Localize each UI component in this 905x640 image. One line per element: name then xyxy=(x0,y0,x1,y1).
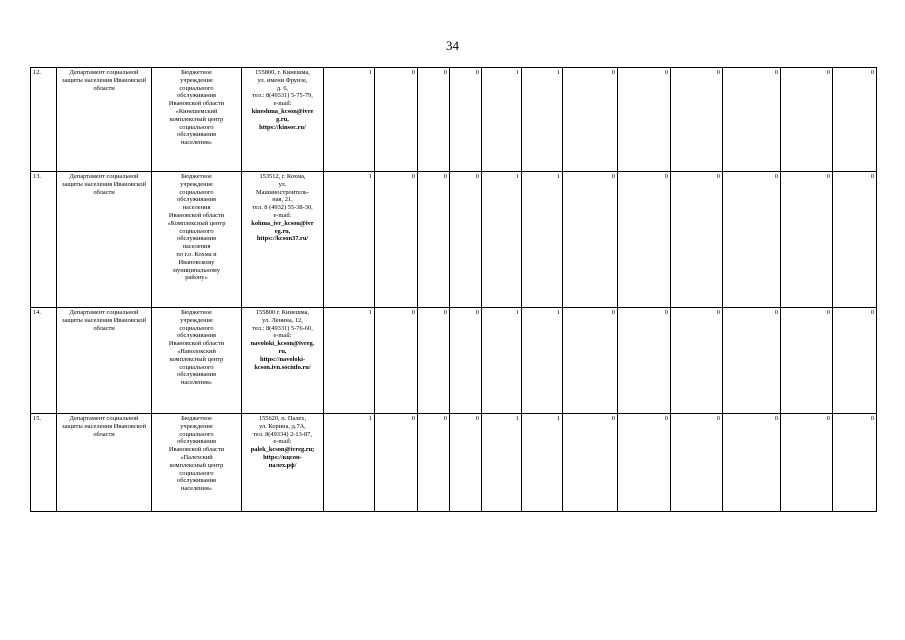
institution-line: обслуживания xyxy=(177,477,216,485)
value-cell: 0 xyxy=(781,308,833,414)
department-cell: Департамент социальной защиты населения Ивановской области xyxy=(57,308,152,414)
contact-link-line: https://kinsoc.ru/ xyxy=(259,123,306,131)
value-cell: 0 xyxy=(563,308,618,414)
institution-line: обслуживания xyxy=(177,235,216,243)
contact-line: ул. имени Фрунзе, xyxy=(257,76,308,84)
value-cell: 0 xyxy=(781,68,833,172)
institution-line: комплексный центр xyxy=(169,115,224,123)
value-cell: 0 xyxy=(618,68,671,172)
table-row xyxy=(31,68,877,172)
contact-line: e-mail: xyxy=(273,438,292,446)
institution-line: социального xyxy=(179,324,214,332)
institution-line: обслуживания xyxy=(177,438,216,446)
institution-line: населения» xyxy=(180,379,212,387)
contact-link-line: navoloki_kcson@ivreg. xyxy=(250,340,315,348)
institution-line: населения xyxy=(182,204,211,212)
contact-link-line: https://kcson37.ru/ xyxy=(256,235,309,243)
institutions-table xyxy=(30,67,877,512)
contact-line: ная, 21, xyxy=(272,196,293,204)
institution-line: обслуживания xyxy=(177,196,216,204)
institution-line: социального xyxy=(179,469,214,477)
row-number-cell: 15. xyxy=(31,414,57,512)
value-cell: 0 xyxy=(375,414,418,512)
value-cell: 0 xyxy=(563,172,618,308)
value-cell: 1 xyxy=(482,172,522,308)
institution-line: комплексный центр xyxy=(169,355,224,363)
institution-line: комплексный центр xyxy=(169,461,224,469)
institution-line: Бюджетное xyxy=(181,69,212,76)
value-cell: 1 xyxy=(324,68,375,172)
value-cell: 1 xyxy=(324,172,375,308)
institution-line: населения» xyxy=(180,485,212,493)
institution-line: населения xyxy=(182,243,211,251)
value-cell: 0 xyxy=(450,172,482,308)
contact-line: тел.: 8(49331) 5-76-60, xyxy=(252,324,313,332)
value-cell: 0 xyxy=(671,414,723,512)
contacts-cell xyxy=(242,172,324,308)
department-cell: Департамент социальной защиты населения Ивановской области xyxy=(57,414,152,512)
value-cell: 0 xyxy=(418,68,450,172)
institution-line: социального xyxy=(179,430,214,438)
value-cell: 1 xyxy=(482,68,522,172)
contact-line: 155800 г. Кинешма, xyxy=(255,309,310,316)
row-number-cell: 13. xyxy=(31,172,57,308)
institution-cell xyxy=(152,172,242,308)
value-cell: 0 xyxy=(450,68,482,172)
department-cell: Департамент социальной защиты населения Ивановской области xyxy=(57,172,152,308)
value-cell: 0 xyxy=(723,172,781,308)
contacts-cell xyxy=(242,308,324,414)
table-row xyxy=(31,172,877,308)
institution-line: по г.о. Кохма и xyxy=(176,250,217,258)
institution-line: «Кинешемский xyxy=(175,107,218,115)
value-cell: 0 xyxy=(563,414,618,512)
institution-line: учреждение xyxy=(180,316,213,324)
contact-line: д. 6, xyxy=(276,84,289,92)
institution-line: Бюджетное xyxy=(181,309,212,316)
contact-line: тел. 8 (4932) 55-38-30, xyxy=(252,204,313,212)
table-row xyxy=(31,308,877,414)
value-cell: 1 xyxy=(482,414,522,512)
institution-line: Ивановскому xyxy=(178,258,215,266)
contact-line: e-mail: xyxy=(273,211,292,219)
row-number-cell: 14. xyxy=(31,308,57,414)
value-cell: 0 xyxy=(618,172,671,308)
value-cell: 0 xyxy=(781,172,833,308)
institution-line: обслуживания xyxy=(177,131,216,139)
value-cell: 0 xyxy=(671,172,723,308)
value-cell: 0 xyxy=(418,172,450,308)
contact-line: e-mail: xyxy=(273,100,292,108)
institution-line: Ивановской области xyxy=(168,211,225,219)
department-cell: Департамент социальной защиты населения Ивановской области xyxy=(57,68,152,172)
value-cell: 0 xyxy=(418,414,450,512)
contact-link-line: kcson.ivn.socinfo.ru/ xyxy=(254,363,311,371)
institution-line: учреждение xyxy=(180,76,213,84)
institution-line: населения» xyxy=(180,139,212,147)
value-cell: 0 xyxy=(450,414,482,512)
contact-line: 155620, п. Палех, xyxy=(258,415,307,422)
contact-link-line: палех.рф/ xyxy=(268,461,297,469)
row-number-cell: 12. xyxy=(31,68,57,172)
institution-line: социального xyxy=(179,123,214,131)
institution-line: Ивановской области xyxy=(168,100,225,108)
institution-line: обслуживания xyxy=(177,332,216,340)
institution-cell xyxy=(152,414,242,512)
institution-line: району» xyxy=(185,274,208,282)
institution-line: учреждение xyxy=(180,180,213,188)
institution-line: Ивановской области xyxy=(168,340,225,348)
value-cell: 0 xyxy=(375,68,418,172)
institution-line: Бюджетное xyxy=(181,415,212,422)
contact-link-line: kineshma_kcson@ivre xyxy=(251,107,314,115)
value-cell: 1 xyxy=(324,414,375,512)
table-row xyxy=(31,414,877,512)
contact-line: e-mail: xyxy=(273,332,292,340)
institution-line: «Палехский xyxy=(180,453,213,461)
contacts-cell xyxy=(242,414,324,512)
contact-line: ул. Ленина, 12, xyxy=(262,316,303,324)
institution-line: «Наволокский xyxy=(177,347,216,355)
value-cell: 1 xyxy=(522,414,563,512)
value-cell: 0 xyxy=(563,68,618,172)
contact-line: тел. 8(49334) 2-13-87, xyxy=(253,430,312,438)
institution-line: обслуживания xyxy=(177,371,216,379)
value-cell: 0 xyxy=(618,414,671,512)
contact-line: Машиностроитель- xyxy=(255,188,309,196)
contact-link-line: palek_kcson@ivreg.ru; xyxy=(250,446,315,454)
contact-line: 155800, г. Кинешма, xyxy=(255,69,310,76)
value-cell: 0 xyxy=(781,414,833,512)
contact-link-line: kohma_ivr_kcson@ivr xyxy=(251,219,314,227)
value-cell: 0 xyxy=(375,172,418,308)
contact-link-line: ru, xyxy=(278,347,287,355)
value-cell: 1 xyxy=(522,172,563,308)
value-cell: 0 xyxy=(723,414,781,512)
value-cell: 0 xyxy=(833,68,877,172)
contact-link-line: https://кцсон- xyxy=(263,453,302,461)
contact-line: ул. Корина, д.7А, xyxy=(259,422,306,430)
institution-line: социального xyxy=(179,363,214,371)
value-cell: 0 xyxy=(671,68,723,172)
value-cell: 0 xyxy=(723,68,781,172)
institution-line: Ивановской области xyxy=(168,446,225,454)
value-cell: 0 xyxy=(833,308,877,414)
value-cell: 1 xyxy=(522,68,563,172)
institution-cell xyxy=(152,68,242,172)
value-cell: 1 xyxy=(324,308,375,414)
contact-line: 153512, г. Кохма, xyxy=(259,173,306,180)
institution-line: социального xyxy=(179,188,214,196)
value-cell: 1 xyxy=(522,308,563,414)
institution-line: Бюджетное xyxy=(181,173,212,180)
institution-line: муниципальному xyxy=(172,266,221,274)
contact-link-line: eg.ru, xyxy=(274,227,291,235)
value-cell: 0 xyxy=(450,308,482,414)
value-cell: 0 xyxy=(671,308,723,414)
value-cell: 0 xyxy=(375,308,418,414)
contact-line: ул. xyxy=(278,180,287,188)
page-number: 34 xyxy=(446,38,459,53)
institution-cell xyxy=(152,308,242,414)
value-cell: 0 xyxy=(418,308,450,414)
value-cell: 0 xyxy=(833,172,877,308)
value-cell: 1 xyxy=(482,308,522,414)
contacts-cell xyxy=(242,68,324,172)
value-cell: 0 xyxy=(723,308,781,414)
value-cell: 0 xyxy=(833,414,877,512)
institution-line: социального xyxy=(179,84,214,92)
institution-line: «Комплексный центр xyxy=(167,219,226,227)
value-cell: 0 xyxy=(618,308,671,414)
contact-line: тел.: 8(49331) 5-75-79, xyxy=(252,92,313,100)
contact-link-line: g.ru, xyxy=(276,115,289,123)
institution-line: обслуживания xyxy=(177,92,216,100)
institution-line: учреждение xyxy=(180,422,213,430)
institution-line: социального xyxy=(179,227,214,235)
contact-link-line: https://navoloki- xyxy=(259,355,306,363)
